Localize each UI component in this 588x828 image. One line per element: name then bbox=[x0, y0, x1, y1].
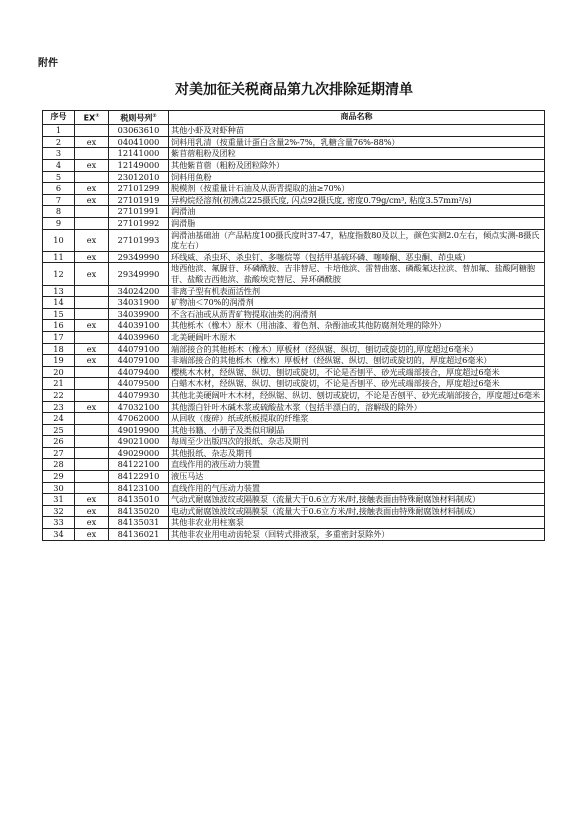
cell-serial-no: 2 bbox=[43, 136, 75, 148]
cell-ex bbox=[75, 424, 109, 436]
cell-serial-no: 21 bbox=[43, 378, 75, 390]
cell-product-name: 脱模剂（按重量计石油及从沥青提取的油≥70%） bbox=[169, 183, 545, 195]
cell-tariff-code: 27101993 bbox=[109, 229, 169, 251]
cell-tariff-code: 23012010 bbox=[109, 171, 169, 183]
cell-serial-no: 31 bbox=[43, 494, 75, 506]
cell-ex: ex bbox=[75, 355, 109, 367]
cell-ex: ex bbox=[75, 194, 109, 206]
header-serial-no: 序号 bbox=[43, 111, 75, 125]
cell-product-name: 白蜡木木材，经纵锯、纵切、刨切或旋切，不论是否刨平、砂光或端部接合，厚度超过6毫米 bbox=[169, 378, 545, 390]
cell-ex bbox=[75, 171, 109, 183]
cell-serial-no: 34 bbox=[43, 529, 75, 541]
cell-product-name: 北美硬阔叶木原木 bbox=[169, 331, 545, 343]
cell-serial-no: 32 bbox=[43, 505, 75, 517]
cell-serial-no: 7 bbox=[43, 194, 75, 206]
table-row bbox=[43, 378, 545, 390]
cell-tariff-code: 03063610 bbox=[109, 125, 169, 137]
table-row bbox=[43, 401, 545, 413]
cell-ex: ex bbox=[75, 229, 109, 251]
header-product-name: 商品名称 bbox=[169, 111, 545, 125]
footnote-marker: ① bbox=[95, 113, 100, 119]
cell-product-name: 从回收（废碎）纸或纸板提取的纤维浆 bbox=[169, 413, 545, 425]
cell-tariff-code: 44079400 bbox=[109, 366, 169, 378]
cell-ex bbox=[75, 471, 109, 483]
table-row bbox=[43, 482, 545, 494]
cell-tariff-code: 29349990 bbox=[109, 251, 169, 263]
table-row bbox=[43, 320, 545, 332]
table-row bbox=[43, 459, 545, 471]
cell-serial-no: 8 bbox=[43, 206, 75, 218]
table-body bbox=[43, 125, 545, 540]
cell-ex: ex bbox=[75, 136, 109, 148]
table-row bbox=[43, 263, 545, 285]
cell-product-name: 端部接合的其他栎木（橡木）厚板材（经纵锯、纵切、刨切或旋切的,厚度超过6毫米） bbox=[169, 343, 545, 355]
cell-product-name: 润滑脂 bbox=[169, 218, 545, 230]
cell-tariff-code: 84135010 bbox=[109, 494, 169, 506]
cell-serial-no: 25 bbox=[43, 424, 75, 436]
cell-serial-no: 20 bbox=[43, 366, 75, 378]
cell-serial-no: 30 bbox=[43, 482, 75, 494]
cell-product-name: 环线威、杀虫环、杀虫钉、多噻烷等（包括甲基硫环磷、噻嗪酮、恶虫酮、茚虫威） bbox=[169, 251, 545, 263]
cell-ex: ex bbox=[75, 160, 109, 172]
cell-product-name: 电动式耐腐蚀波纹或隔膜泵（流量大于0.6立方米/时,接触表面由特殊耐腐蚀材料制成） bbox=[169, 505, 545, 517]
table-row bbox=[43, 160, 545, 172]
cell-ex: ex bbox=[75, 251, 109, 263]
table-row bbox=[43, 297, 545, 309]
table-row bbox=[43, 389, 545, 401]
cell-ex: ex bbox=[75, 517, 109, 529]
cell-tariff-code: 12149000 bbox=[109, 160, 169, 172]
cell-product-name: 其他漂白针叶木碱木浆或硫酸盐木浆（包括半漂白的，溶解级的除外） bbox=[169, 401, 545, 413]
cell-ex: ex bbox=[75, 505, 109, 517]
cell-serial-no: 6 bbox=[43, 183, 75, 195]
table-row bbox=[43, 529, 545, 541]
cell-ex: ex bbox=[75, 494, 109, 506]
table-row bbox=[43, 355, 545, 367]
cell-tariff-code: 34024200 bbox=[109, 285, 169, 297]
cell-tariff-code: 49029000 bbox=[109, 447, 169, 459]
cell-tariff-code: 27101992 bbox=[109, 218, 169, 230]
cell-serial-no: 15 bbox=[43, 308, 75, 320]
cell-tariff-code: 84135031 bbox=[109, 517, 169, 529]
cell-tariff-code: 84123100 bbox=[109, 482, 169, 494]
table-row bbox=[43, 517, 545, 529]
cell-serial-no: 10 bbox=[43, 229, 75, 251]
cell-serial-no: 14 bbox=[43, 297, 75, 309]
cell-ex: ex bbox=[75, 183, 109, 195]
cell-ex bbox=[75, 459, 109, 471]
table-header-row bbox=[43, 111, 545, 125]
cell-ex: ex bbox=[75, 343, 109, 355]
cell-tariff-code: 49021000 bbox=[109, 436, 169, 448]
cell-serial-no: 28 bbox=[43, 459, 75, 471]
cell-serial-no: 29 bbox=[43, 471, 75, 483]
cell-product-name: 饲料用鱼粉 bbox=[169, 171, 545, 183]
cell-ex bbox=[75, 148, 109, 160]
cell-product-name: 其他非农业用柱塞泵 bbox=[169, 517, 545, 529]
table-row bbox=[43, 171, 545, 183]
cell-ex: ex bbox=[75, 320, 109, 332]
cell-serial-no: 23 bbox=[43, 401, 75, 413]
cell-tariff-code: 27101919 bbox=[109, 194, 169, 206]
table-row bbox=[43, 343, 545, 355]
cell-ex bbox=[75, 297, 109, 309]
table-row bbox=[43, 183, 545, 195]
cell-product-name: 矿物油＜70%的润滑剂 bbox=[169, 297, 545, 309]
cell-product-name: 其他非农业用电动齿轮泵（回转式排液泵，多重密封泵除外） bbox=[169, 529, 545, 541]
cell-tariff-code: 84135020 bbox=[109, 505, 169, 517]
cell-product-name: 液压马达 bbox=[169, 471, 545, 483]
cell-tariff-code: 12141000 bbox=[109, 148, 169, 160]
cell-serial-no: 19 bbox=[43, 355, 75, 367]
cell-ex bbox=[75, 447, 109, 459]
cell-product-name: 其他紫苜蓿（粗粉及团粒除外） bbox=[169, 160, 545, 172]
table-row bbox=[43, 251, 545, 263]
cell-product-name: 紫苜蓿粗粉及团粒 bbox=[169, 148, 545, 160]
cell-tariff-code: 44039960 bbox=[109, 331, 169, 343]
footnote-marker: ② bbox=[152, 113, 157, 119]
cell-tariff-code: 04041000 bbox=[109, 136, 169, 148]
cell-ex bbox=[75, 366, 109, 378]
cell-serial-no: 12 bbox=[43, 263, 75, 285]
cell-serial-no: 9 bbox=[43, 218, 75, 230]
cell-product-name: 润滑油基础油（产品粘度100摄氏度时37-47，粘度指数80及以上，颜色实测2.0左右，倾点实测-8摄氏度左右） bbox=[169, 229, 545, 251]
cell-serial-no: 33 bbox=[43, 517, 75, 529]
cell-tariff-code: 84122910 bbox=[109, 471, 169, 483]
cell-ex bbox=[75, 125, 109, 137]
table-row bbox=[43, 413, 545, 425]
table-row bbox=[43, 505, 545, 517]
cell-product-name: 其他栎木（橡木）原木（用油漆、着色剂、杂酚油或其他防腐剂处理的除外） bbox=[169, 320, 545, 332]
cell-tariff-code: 84136021 bbox=[109, 529, 169, 541]
cell-ex: ex bbox=[75, 401, 109, 413]
cell-product-name: 每周至少出版四次的报纸、杂志及期刊 bbox=[169, 436, 545, 448]
cell-product-name: 其他书籍、小册子及类似印刷品 bbox=[169, 424, 545, 436]
cell-product-name: 其他报纸、杂志及期刊 bbox=[169, 447, 545, 459]
table-row bbox=[43, 331, 545, 343]
cell-tariff-code: 34039900 bbox=[109, 308, 169, 320]
cell-serial-no: 18 bbox=[43, 343, 75, 355]
table-row bbox=[43, 206, 545, 218]
cell-product-name: 其他北美硬阔叶木木材，经纵锯、纵切、刨切或旋切，不论是否刨平、砂光或端部接合，厚度超过6毫米 bbox=[169, 389, 545, 401]
cell-product-name: 气动式耐腐蚀波纹或隔膜泵（流量大于0.6立方米/时,接触表面由特殊耐腐蚀材料制成） bbox=[169, 494, 545, 506]
cell-serial-no: 27 bbox=[43, 447, 75, 459]
cell-ex bbox=[75, 218, 109, 230]
table-row bbox=[43, 366, 545, 378]
cell-product-name: 饲料用乳清（按重量计蛋白含量2%-7%，乳糖含量76%-88%） bbox=[169, 136, 545, 148]
page-title: 对美加征关税商品第九次排除延期清单 bbox=[175, 82, 413, 98]
cell-product-name: 樱桃木木材，经纵锯、纵切、刨切或旋切，不论是否刨平、砂光或端部接合，厚度超过6毫米 bbox=[169, 366, 545, 378]
cell-product-name: 润滑油 bbox=[169, 206, 545, 218]
cell-product-name: 非离子型有机表面活性剂 bbox=[169, 285, 545, 297]
cell-serial-no: 5 bbox=[43, 171, 75, 183]
cell-serial-no: 24 bbox=[43, 413, 75, 425]
cell-serial-no: 1 bbox=[43, 125, 75, 137]
cell-product-name: 不含石油或从沥青矿物提取油类的润滑剂 bbox=[169, 308, 545, 320]
cell-ex bbox=[75, 436, 109, 448]
table-row bbox=[43, 436, 545, 448]
table-row bbox=[43, 494, 545, 506]
table-row bbox=[43, 229, 545, 251]
cell-product-name: 直线作用的液压动力装置 bbox=[169, 459, 545, 471]
cell-product-name: 直线作用的气压动力装置 bbox=[169, 482, 545, 494]
cell-serial-no: 4 bbox=[43, 160, 75, 172]
table-row bbox=[43, 218, 545, 230]
cell-serial-no: 13 bbox=[43, 285, 75, 297]
cell-ex bbox=[75, 308, 109, 320]
cell-tariff-code: 44079930 bbox=[109, 389, 169, 401]
cell-serial-no: 16 bbox=[43, 320, 75, 332]
cell-product-name: 地西他滨、氟脲苷、环磷酰胺、吉非替尼、卡培他滨、雷替曲塞、磷酸氟达拉滨、替加氟、盐酸阿糖胞苷、盐酸吉西他滨、盐酸埃克替尼、异环磷酰胺 bbox=[169, 263, 545, 285]
cell-tariff-code: 27101991 bbox=[109, 206, 169, 218]
cell-ex bbox=[75, 206, 109, 218]
table-row bbox=[43, 194, 545, 206]
cell-serial-no: 3 bbox=[43, 148, 75, 160]
cell-ex bbox=[75, 389, 109, 401]
cell-ex bbox=[75, 482, 109, 494]
table-row bbox=[43, 308, 545, 320]
exclusion-list-table bbox=[42, 110, 545, 541]
table-row bbox=[43, 424, 545, 436]
cell-serial-no: 26 bbox=[43, 436, 75, 448]
header-tariff-code: 税则号列② bbox=[109, 111, 169, 125]
cell-serial-no: 11 bbox=[43, 251, 75, 263]
attachment-label: 附件 bbox=[38, 58, 58, 69]
table-row bbox=[43, 447, 545, 459]
cell-tariff-code: 44079500 bbox=[109, 378, 169, 390]
table-row bbox=[43, 125, 545, 137]
cell-product-name: 异构烷烃溶剂(初沸点225摄氏度, 闪点92摄氏度, 密度0.79g/cm³, 粘度3.57mm²/s) bbox=[169, 194, 545, 206]
table-row bbox=[43, 285, 545, 297]
cell-ex: ex bbox=[75, 529, 109, 541]
cell-ex: ex bbox=[75, 263, 109, 285]
cell-ex bbox=[75, 413, 109, 425]
cell-tariff-code: 44079100 bbox=[109, 355, 169, 367]
cell-tariff-code: 27101299 bbox=[109, 183, 169, 195]
table-row bbox=[43, 148, 545, 160]
cell-ex bbox=[75, 331, 109, 343]
cell-product-name: 其他小虾及对虾种苗 bbox=[169, 125, 545, 137]
cell-tariff-code: 47062000 bbox=[109, 413, 169, 425]
cell-tariff-code: 34031900 bbox=[109, 297, 169, 309]
cell-tariff-code: 44079100 bbox=[109, 343, 169, 355]
cell-tariff-code: 44039100 bbox=[109, 320, 169, 332]
cell-tariff-code: 47032100 bbox=[109, 401, 169, 413]
cell-ex bbox=[75, 285, 109, 297]
cell-serial-no: 17 bbox=[43, 331, 75, 343]
cell-tariff-code: 49019900 bbox=[109, 424, 169, 436]
cell-ex bbox=[75, 378, 109, 390]
table-row bbox=[43, 471, 545, 483]
cell-tariff-code: 29349990 bbox=[109, 263, 169, 285]
header-ex: EX① bbox=[75, 111, 109, 125]
cell-tariff-code: 84122100 bbox=[109, 459, 169, 471]
cell-serial-no: 22 bbox=[43, 389, 75, 401]
table-row bbox=[43, 136, 545, 148]
cell-product-name: 非端部接合的其他栎木（橡木）厚板材（经纵锯、纵切、刨切或旋切的，厚度超过6毫米） bbox=[169, 355, 545, 367]
